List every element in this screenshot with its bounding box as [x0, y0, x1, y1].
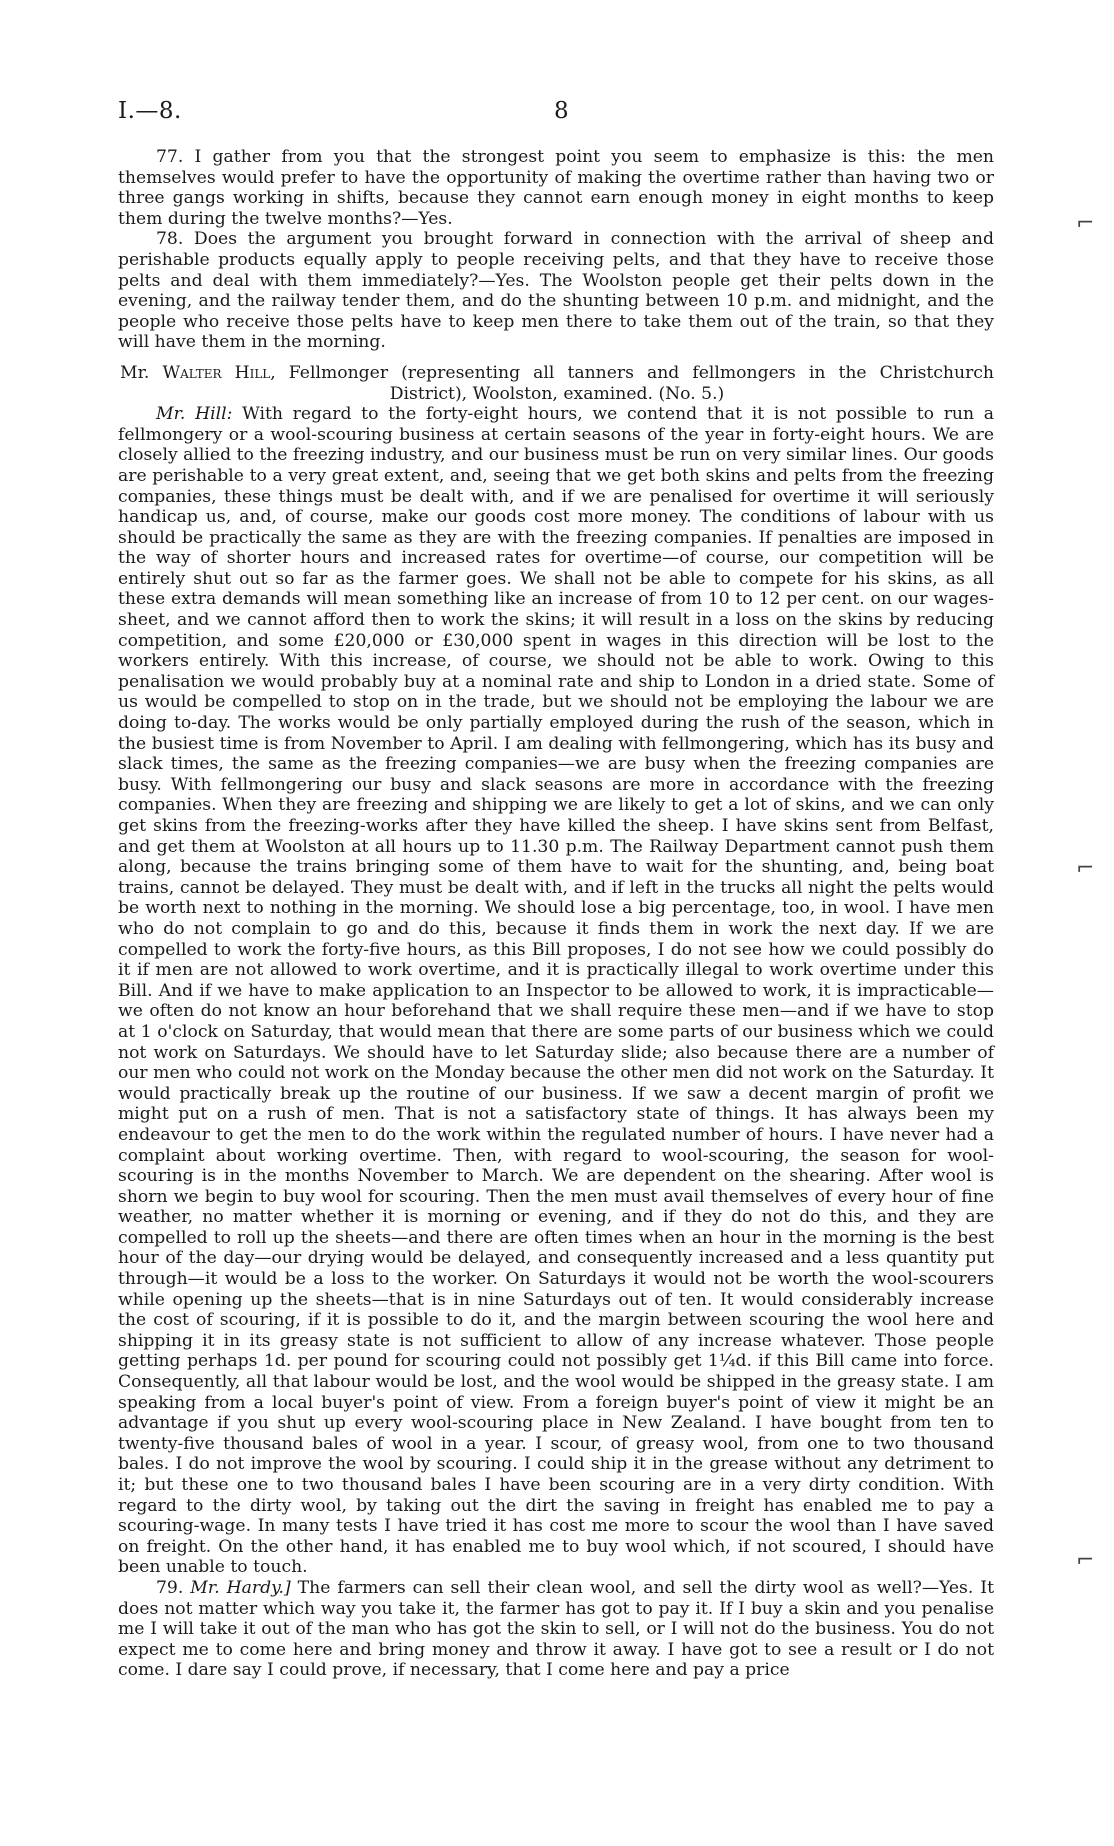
document-reference: I.—8.: [118, 98, 182, 124]
witness-prefix: Mr.: [120, 362, 163, 383]
witness-description: , Fellmonger (representing all tanners and fellmongers in the Christchurch: [270, 362, 994, 383]
margin-mark-3: ⌐: [1076, 1548, 1095, 1573]
question-79: [118, 1578, 994, 1681]
page-number: 8: [554, 98, 569, 124]
witness-name: Walter Hill: [162, 362, 271, 383]
document-body: [118, 147, 994, 1681]
question-79-text: The farmers can sell their clean wool, and sell the dirty wool as well?—Yes. It does not matter which way you take it, the farmer has got to pay it. If I buy a skin and you penalise me I will take it out of the man who has got the skin to sell, or I will not do the business. You do not expect me to come here and bring money and throw it away. I have got to see a result or I do not come. I dare say I could prove, if necessary, that I come here and pay a price: [118, 1577, 994, 1681]
witness-heading: [118, 363, 994, 404]
margin-mark-2: ⌐: [1076, 856, 1095, 881]
margin-mark-1: ⌐: [1076, 211, 1095, 236]
page-header: [118, 98, 998, 128]
question-77: 77. I gather from you that the strongest point you seem to emphasize is this: the men themselves would prefer to have the opportunity of making the overtime rather than having two or three gangs working in shifts, because they cannot earn enough money in eight months to keep them during the twelve months?—Yes.: [118, 147, 994, 229]
question-79-number: 79.: [156, 1577, 191, 1598]
witness-statement: [118, 404, 994, 1578]
question-78: 78. Does the argument you brought forward in connection with the arrival of sheep and perishable products equally apply to people receiving pelts, and that they have to receive those pelts and deal with them immediately?—Yes. The Woolston people get their pelts down in the evening, and the railway tender them, and do the shunting between 10 p.m. and midnight, and the people who receive those pelts have to keep men there to take them out of the train, so that they will have them in the morning.: [118, 229, 994, 353]
statement-text: With regard to the forty-eight hours, we contend that it is not possible to run a fellmongery or a wool-scouring business at certain seasons of the year in forty-eight hours. We are closely allied to the freezing industry, and our business must be run on very similar lines. Our goods are perishable to a very great extent, and, seeing that we get both skins and pelts from the freezing companies, these things must be dealt with, and if we are penalised for overtime it will seriously handicap us, and, of course, make our goods cost more money. The conditions of labour with us should be practically the same as they are with the freezing companies. If penalties are imposed in the way of shorter hours and increased rates for overtime—of course, our competition will be entirely shut out so far as the farmer goes. We shall not be able to compete for his skins, as all these extra demands will mean something like an increase of from 10 to 12 per cent. on our wages-sheet, and we cannot afford then to work the skins; it will result in a loss on the skins by reducing competition, and some £20,000 or £30,000 spent in wages in this direction will be lost to the workers entirely. With this increase, of course, we should not be able to work. Owing to this penalisation we would probably buy at a nominal rate and ship to London in a dried state. Some of us would be compelled to stop on in the trade, but we should not be employing the labour we are doing to-day. The works would be only partially employed during the rush of the season, which in the busiest time is from November to April. I am dealing with fellmongering, which has its busy and slack times, the same as the freezing companies—we are busy when the freezing companies are busy. With fellmongering our busy and slack seasons are more in accordance with the freezing companies. When they are freezing and shipping we are likely to get a lot of skins, and we can only get skins from the freezing-works after they have killed the sheep. I have skins sent from Belfast, and get them at Woolston at all hours up to 11.30 p.m. The Railway Department cannot push them along, because the trains bringing some of them have to wait for the shunting, and, being boat trains, cannot be delayed. They must be dealt with, and if left in the trucks all night the pelts would be worth next to nothing in the morning. We should lose a big percentage, too, in wool. I have men who do not complain to go and do this, because it finds them in work the next day. If we are compelled to work the forty-five hours, as this Bill proposes, I do not see how we could possibly do it if men are not allowed to work overtime, and it is practically illegal to work overtime under this Bill. And if we have to make application to an Inspector to be allowed to work, it is impracticable—we often do not know an hour beforehand that we shall require these men—and if we have to stop at 1 o'clock on Saturday, that would mean that there are some parts of our business which we could not work on Saturdays. We should have to let Saturday slide; also because there are a number of our men who could not work on the Monday because the other men did not work on the Saturday. It would practically break up the routine of our business. If we saw a decent margin of profit we might put on a rush of men. That is not a satisfactory state of things. It has always been my endeavour to get the men to do the work within the regulated number of hours. I have never had a complaint about working overtime. Then, with regard to wool-scouring, the season for wool-scouring is in the months November to March. We are dependent on the shearing. After wool is shorn we begin to buy wool for scouring. Then the men must avail themselves of every hour of fine weather, no matter whether it is morning or evening, and if they do not do this, and they are compelled to roll up the sheets—and there are often times when an hour in the morning is the best hour of the day—our drying would be delayed, and consequently increased and a less quantity put through—it would be a loss to the worker. On Saturdays it would not be worth the wool-scourers while opening up the sheets—that is in nine Saturdays out of ten. It would considerably increase the cost of scouring, if it is possible to do it, and the margin between scouring the wool here and shipping it in its greasy state is not sufficient to allow of any increase whatever. Those people getting perhaps 1d. per pound for scouring could not possibly get 1¼d. if this Bill came into force. Consequently, all that labour would be lost, and the wool would be shipped in the greasy state. I am speaking from a local buyer's point of view. From a foreign buyer's point of view it might be an advantage if you shut up every wool-scouring place in New Zealand. I have bought from ten to twenty-five thousand bales of wool in a year. I scour, of greasy wool, from one to two thousand bales. I do not improve the wool by scouring. I could ship it in the grease without any detriment to it; but these one to two thousand bales I have been scouring are in a very dirty condition. With regard to the dirty wool, by taking out the dirt the saving in freight has enabled me to pay a scouring-wage. In many tests I have tried it has cost me more to scour the wool than I have saved on freight. On the other hand, it has enabled me to buy wool which, if not scoured, I should have been unable to touch.: [118, 404, 995, 1578]
witness-heading-line-2: District), Woolston, examined. (No. 5.): [389, 383, 725, 404]
witness-heading-line-1: [120, 363, 994, 384]
speaker-label: Mr. Hill:: [156, 404, 233, 425]
question-79-speaker: Mr. Hardy.]: [190, 1577, 291, 1598]
